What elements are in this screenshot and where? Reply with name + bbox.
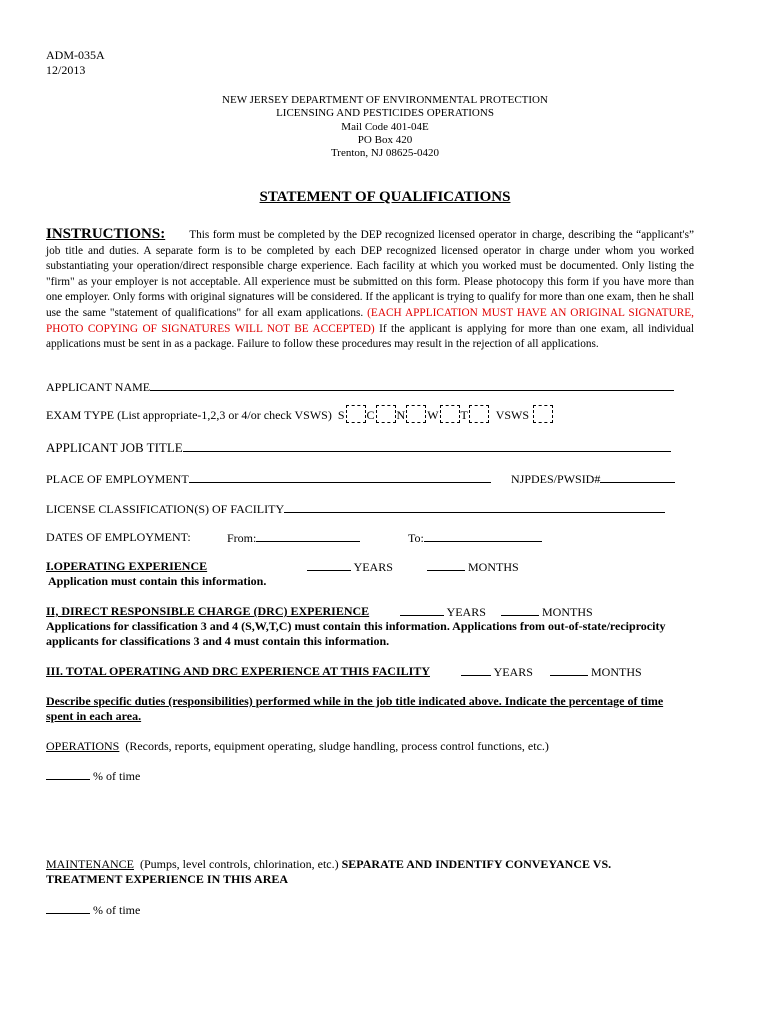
- place-row: [46, 471, 491, 486]
- agency-division: LICENSING AND PESTICIDES OPERATIONS: [276, 107, 494, 119]
- instructions-text: This form must be completed by the DEP recognized licensed operator in charge, describing the “applicant's” job title and duties. A separate form is to be completed by each DEP recognized licensed operator in charge under whom you worked substantiating your operation/direct responsible charge experience. Each facility at which you worked must be documented. Only listing the "firm" as your employer is not acceptable. All experience must be submitted on this form. Please photocopy this form if you have more than one employer. Only forms with original signatures will be considered. If the applicant is trying to qualify for more than one exam, then he shall use the same "statement of qualifications" for all exam applications.: [46, 229, 694, 319]
- operations-row: [46, 739, 549, 753]
- drc-months-label: MONTHS: [542, 605, 593, 619]
- exam-c-box[interactable]: [376, 405, 396, 423]
- operations-desc: (Records, reports, equipment operating, sludge handling, process control functions, etc.): [125, 739, 549, 753]
- operations-percent-label: % of time: [93, 769, 141, 783]
- describe-duties-1: Describe specific duties (responsibilities) performed while in the job title indicated above. Indicate the percentage of time: [46, 694, 664, 708]
- exam-t-box[interactable]: [469, 405, 489, 423]
- instructions: [46, 227, 694, 353]
- form-id: ADM-035A: [46, 48, 105, 62]
- exam-n-label: N: [396, 408, 406, 422]
- exam-w-label: W: [427, 408, 439, 422]
- op-months-field[interactable]: [427, 559, 465, 571]
- to-label: To:: [408, 531, 424, 545]
- exam-n-box[interactable]: [406, 405, 426, 423]
- license-field[interactable]: [284, 501, 665, 513]
- applicant-name-label: APPLICANT NAME: [46, 380, 151, 394]
- njpdes-field[interactable]: [600, 471, 675, 483]
- vsws-box[interactable]: [533, 405, 553, 423]
- exam-t-label: T: [460, 408, 468, 422]
- job-title-field[interactable]: [183, 440, 671, 452]
- maintenance-percent-label: % of time: [93, 903, 141, 917]
- place-label: PLACE OF EMPLOYMENT: [46, 472, 189, 486]
- to-row: [408, 530, 542, 545]
- drc-months-field[interactable]: [501, 604, 539, 616]
- license-label: LICENSE CLASSIFICATION(S) OF FACILITY: [46, 502, 285, 516]
- form-date: 12/2013: [46, 63, 86, 77]
- instructions-text-2: If the applicant is applying for more than one exam, all individual applications must be sent in as a package. Failure to follow these procedures may result in the rejection of all applications.: [46, 322, 694, 351]
- maintenance-row: [46, 857, 611, 871]
- drc-years-label: YEARS: [446, 605, 486, 619]
- exam-type-row: [46, 405, 554, 423]
- from-row: [227, 530, 360, 545]
- drc-note-1: Applications for classification 3 and 4 (S,W,T,C) must contain this information. Applications from out-of-state/reciprocity: [46, 619, 666, 633]
- op-years-field[interactable]: [307, 559, 351, 571]
- njpdes-row: [511, 471, 675, 486]
- operating-experience-title: I.OPERATING EXPERIENCE: [46, 559, 208, 573]
- exam-type-label: EXAM TYPE (List appropriate-1,2,3 or 4/or check VSWS): [46, 408, 332, 422]
- license-row: [46, 501, 665, 516]
- maintenance-note-1: SEPARATE AND INDENTIFY CONVEYANCE VS.: [341, 857, 612, 871]
- op-years-label: YEARS: [353, 560, 393, 574]
- job-title-label: APPLICANT JOB TITLE: [46, 440, 183, 455]
- drc-note-2: applicants for classifications 3 and 4 must contain this information.: [46, 634, 390, 648]
- maintenance-desc: (Pumps, level controls, chlorination, etc.): [140, 857, 339, 871]
- total-experience-title: III. TOTAL OPERATING AND DRC EXPERIENCE AT THIS FACILITY: [46, 664, 430, 678]
- total-years-label: YEARS: [493, 665, 533, 679]
- exam-c-label: C: [366, 408, 375, 422]
- njpdes-label: NJPDES/PWSID#: [511, 472, 601, 486]
- total-months-label: MONTHS: [591, 665, 642, 679]
- to-field[interactable]: [424, 530, 542, 542]
- operations-percent-field[interactable]: [46, 768, 90, 780]
- applicant-name-row: [46, 379, 674, 394]
- signature-warning: (EACH APPLICATION MUST HAVE AN ORIGINAL SIGNATURE, PHOTO COPYING OF SIGNATURES WILL NOT BE ACCEPTED): [46, 306, 694, 335]
- from-label: From:: [227, 531, 257, 545]
- agency-po-box: PO Box 420: [357, 134, 413, 146]
- job-title-row: [46, 440, 671, 455]
- maintenance-label: MAINTENANCE: [46, 857, 134, 871]
- drc-years-field[interactable]: [400, 604, 444, 616]
- from-field[interactable]: [256, 530, 360, 542]
- maintenance-percent-field[interactable]: [46, 902, 90, 914]
- place-field[interactable]: [189, 471, 491, 483]
- exam-s-box[interactable]: [346, 405, 366, 423]
- agency-name: NEW JERSEY DEPARTMENT OF ENVIRONMENTAL PROTECTION: [222, 94, 548, 106]
- operating-note: Application must contain this information.: [48, 574, 267, 588]
- page-title: STATEMENT OF QUALIFICATIONS: [259, 189, 511, 205]
- operations-label: OPERATIONS: [46, 739, 120, 753]
- drc-experience-title: II, DIRECT RESPONSIBLE CHARGE (DRC) EXPERIENCE: [46, 604, 370, 618]
- op-months-label: MONTHS: [468, 560, 519, 574]
- applicant-name-field[interactable]: [150, 379, 674, 391]
- describe-duties-2: spent in each area.: [46, 709, 142, 723]
- agency-mail-code: Mail Code 401-04E: [341, 121, 429, 133]
- vsws-label: VSWS: [495, 408, 530, 422]
- maintenance-note-2: TREATMENT EXPERIENCE IN THIS AREA: [46, 872, 289, 886]
- agency-city: Trenton, NJ 08625-0420: [330, 147, 440, 159]
- exam-s-label: S: [337, 408, 345, 422]
- dates-label: DATES OF EMPLOYMENT:: [46, 530, 191, 544]
- total-years-field[interactable]: [461, 664, 491, 676]
- instructions-heading: INSTRUCTIONS:: [46, 226, 166, 242]
- exam-w-box[interactable]: [440, 405, 460, 423]
- total-months-field[interactable]: [550, 664, 588, 676]
